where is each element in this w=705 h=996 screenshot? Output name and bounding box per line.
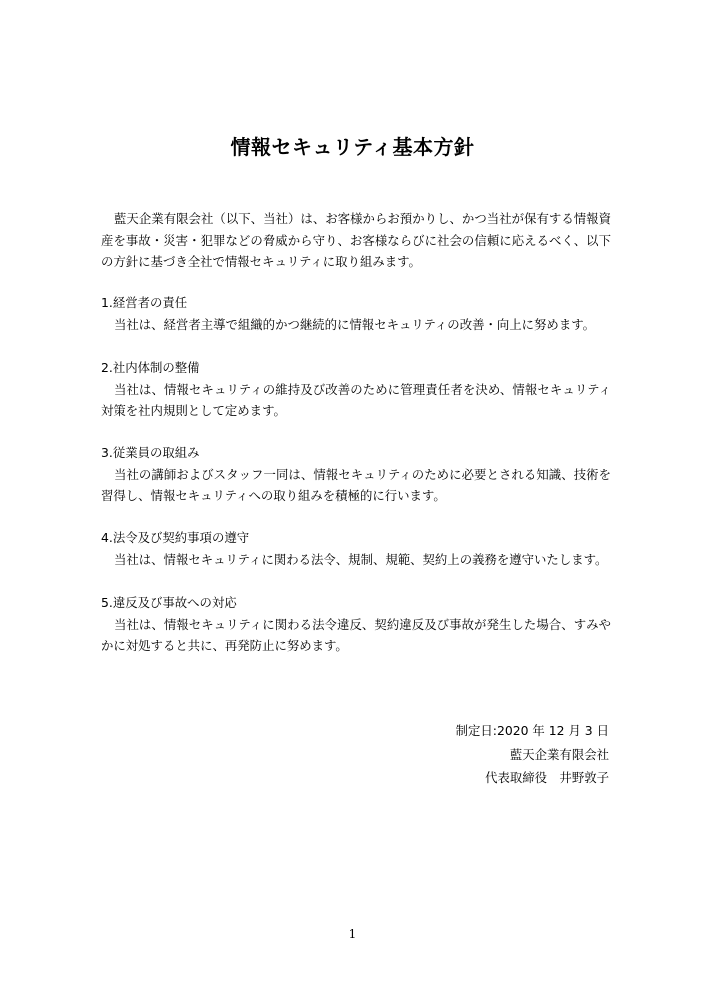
section-heading: 2.社内体制の整備 <box>101 360 200 375</box>
page-number: 1 <box>348 927 357 941</box>
section-heading: 1.経営者の責任 <box>101 295 188 310</box>
enactment-date: 制定日:2020 年 12 月 3 日 <box>455 723 609 738</box>
section-heading: 3.従業員の取組み <box>101 445 200 460</box>
company-name: 藍天企業有限会社 <box>509 747 609 762</box>
section-heading: 5.違反及び事故への対応 <box>101 595 237 610</box>
policy-section-4 <box>101 527 611 570</box>
section-heading: 4.法令及び契約事項の遵守 <box>101 530 250 545</box>
policy-section-2 <box>101 357 611 422</box>
section-text: 当社は、情報セキュリティに関わる法令違反、契約違反及び事故が発生した場合、すみやかに対処すると共に、再発防止に努めます。 <box>101 616 611 653</box>
section-text: 当社は、情報セキュリティの維持及び改善のために管理責任者を決め、情報セキュリティ対策を社内規則として定めます。 <box>101 381 611 418</box>
section-text: 当社の講師およびスタッフ一同は、情報セキュリティのために必要とされる知識、技術を習得し、情報セキュリティへの取り組みを積極的に行います。 <box>101 466 611 503</box>
policy-section-5 <box>101 592 611 657</box>
document-title: 情報セキュリティ基本方針 <box>230 135 475 159</box>
representative-name: 代表取締役 井野敦子 <box>485 770 609 785</box>
section-text: 当社は、情報セキュリティに関わる法令、規制、規範、契約上の義務を遵守いたします。 <box>114 551 608 567</box>
policy-section-3 <box>101 442 611 507</box>
policy-section-1 <box>101 292 611 335</box>
section-text: 当社は、経営者主導で組織的かつ継続的に情報セキュリティの改善・向上に努めます。 <box>114 316 596 332</box>
intro-paragraph: 藍天企業有限会社（以下、当社）は、お客様からお預かりし、かつ当社が保有する情報資産を事故・災害・犯罪などの脅威から守り、お客様ならびに社会の信頼に応えるべく、以下の方針に基づき全社で情報セキュリティに取り組みます。 <box>101 211 611 269</box>
